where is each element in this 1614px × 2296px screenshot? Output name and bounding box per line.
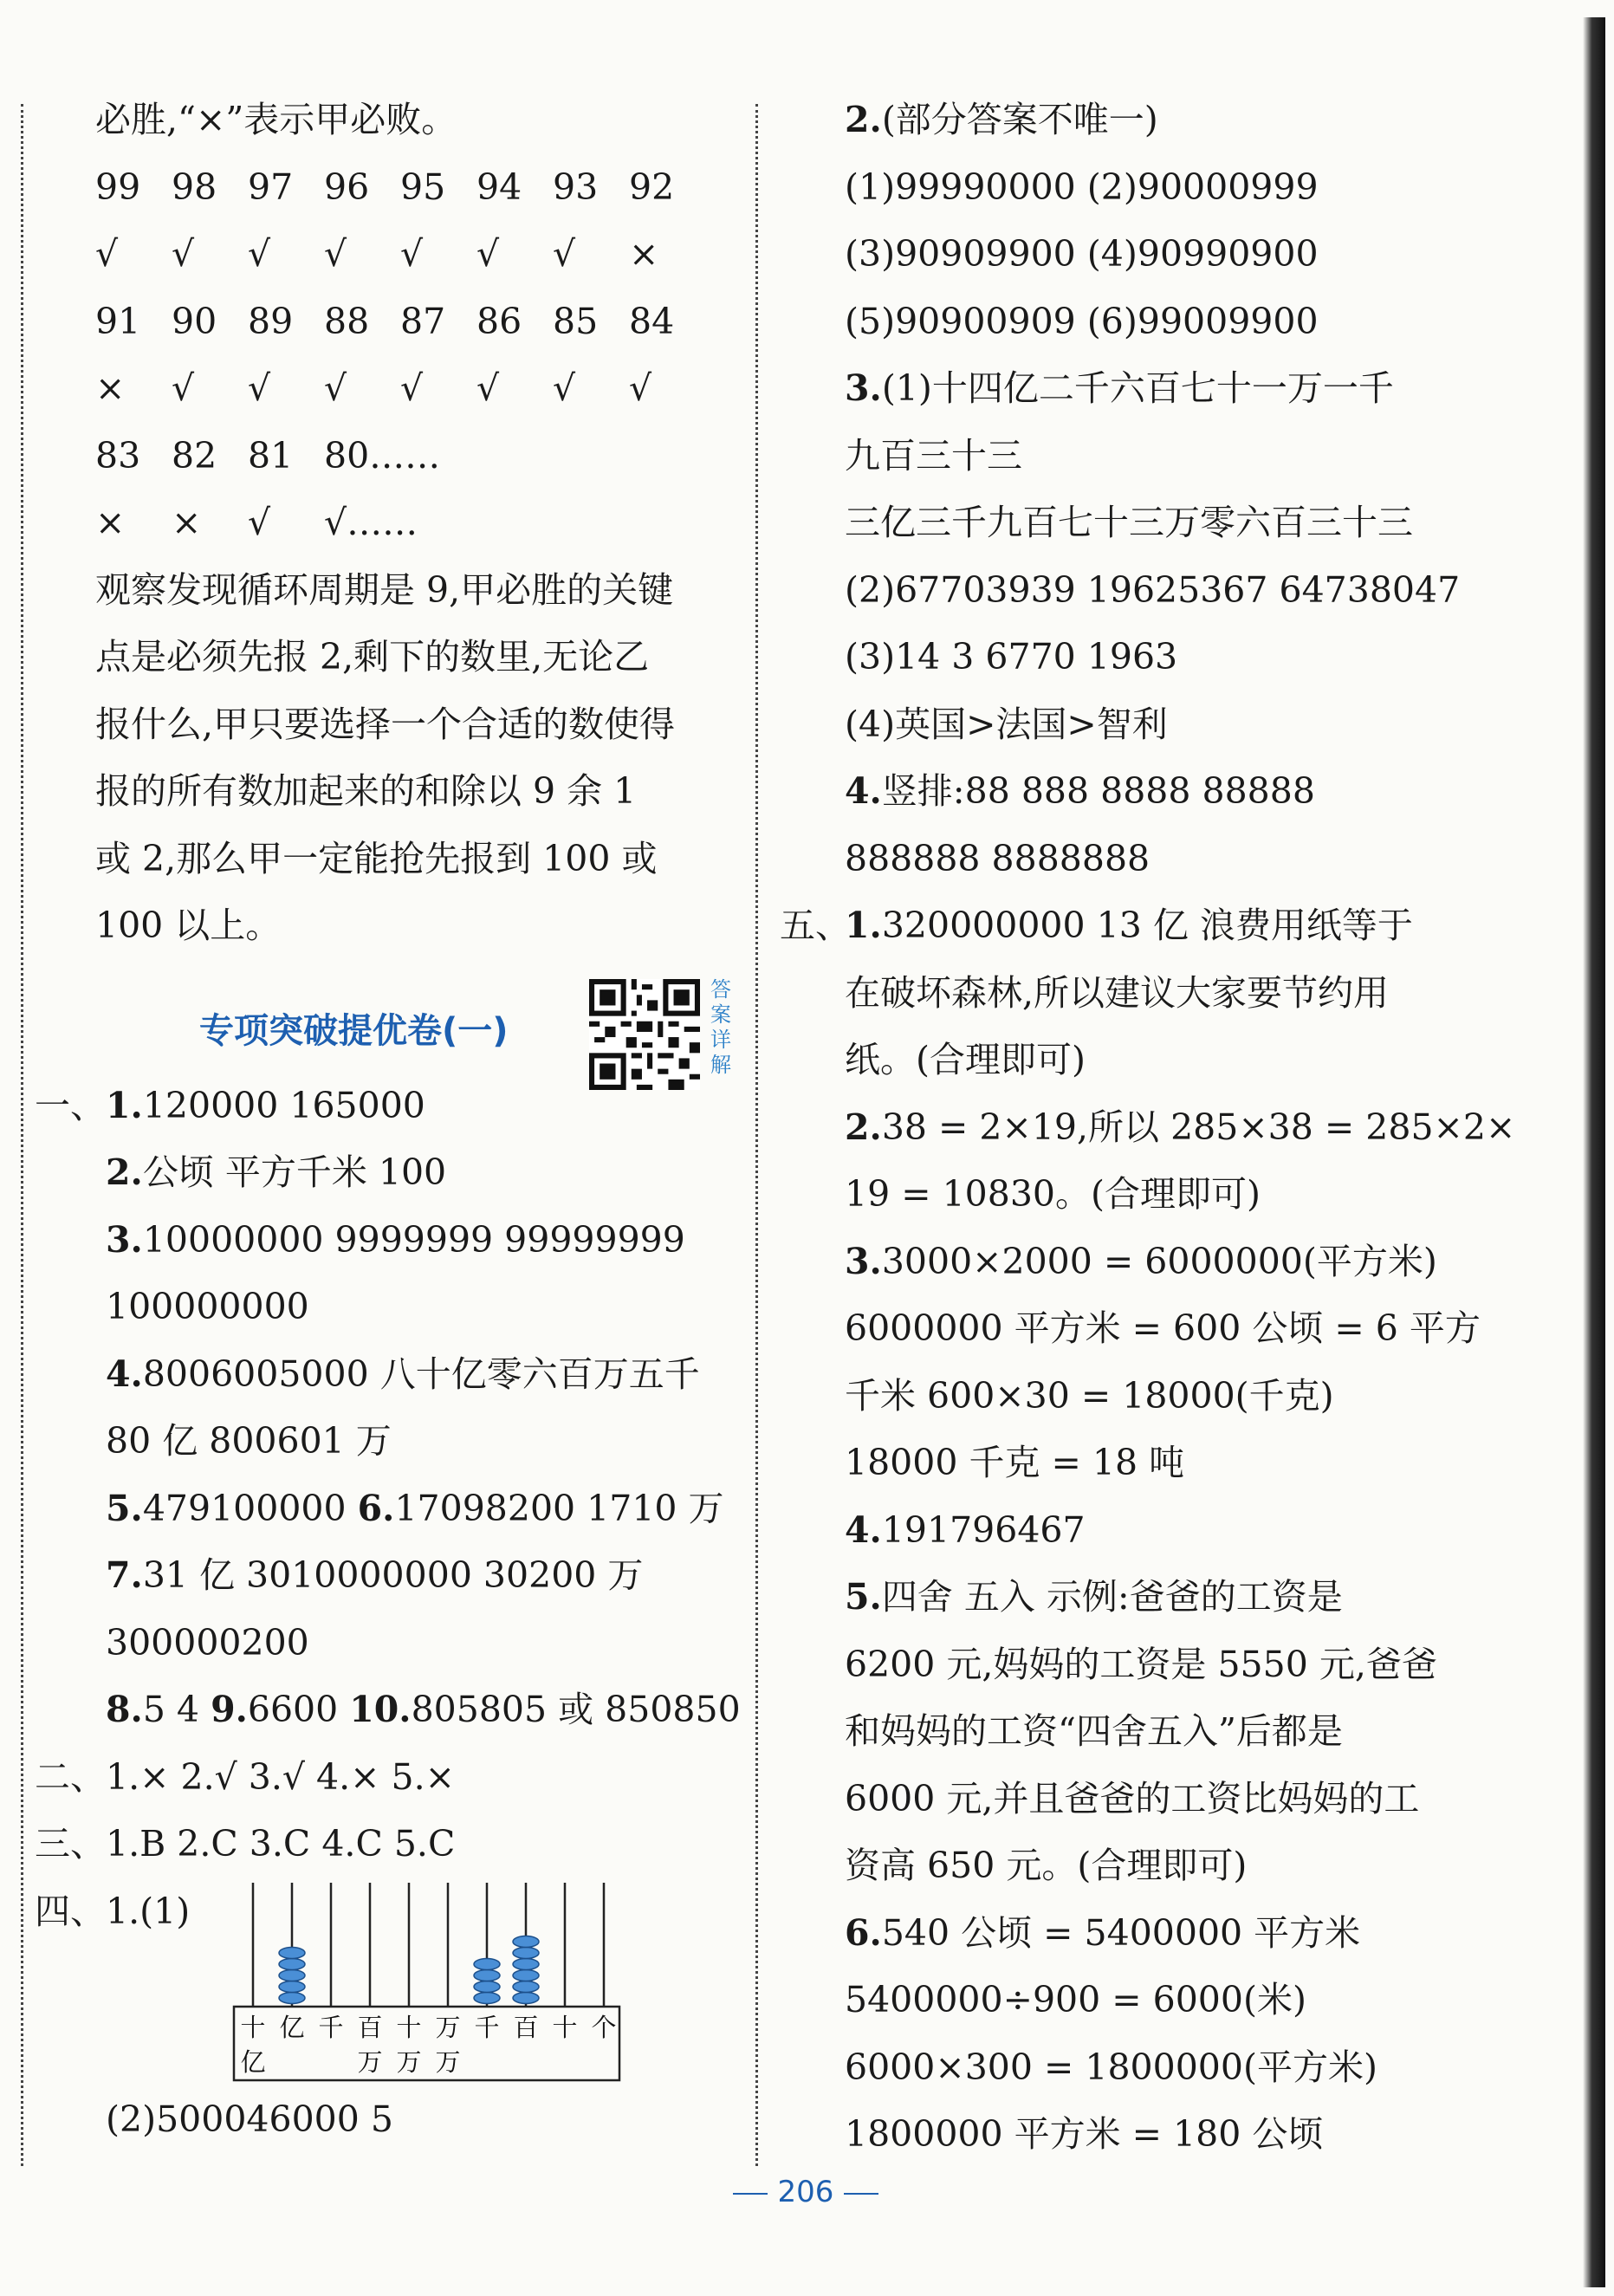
answer-text: 四舍 五入 示例:爸爸的工资是	[881, 1576, 1343, 1618]
answer-text: 100000000	[106, 1286, 309, 1327]
abacus-label-top: 百	[357, 2012, 383, 2042]
section-prefix: 一、	[35, 1084, 106, 1126]
question-number: 5.	[106, 1487, 143, 1529]
question-number: 3.	[106, 1218, 143, 1261]
abacus-bead	[474, 1969, 500, 1981]
answer-line	[845, 490, 1503, 557]
answer-line	[845, 1967, 1503, 2034]
grid-cell: 80……	[324, 434, 441, 477]
grid-cell: √	[95, 233, 119, 275]
abacus-label-top: 十	[240, 2012, 266, 2042]
abacus-label-bottom: 亿	[240, 2046, 266, 2077]
question-number: 4.	[845, 1508, 882, 1551]
answer-line	[95, 1610, 754, 1677]
answer-text: 5400000÷900 = 6000(米)	[845, 1979, 1306, 2020]
abacus-bead	[513, 1981, 539, 1992]
abacus-bead	[279, 1969, 305, 1981]
paragraph-line: 点是必须先报 2,剩下的数里,无论乙	[95, 636, 650, 678]
answer-text: 千米 600×30 = 18000(千克)	[845, 1374, 1334, 1417]
footer-dash-right	[844, 2193, 878, 2195]
abacus-bead	[513, 1992, 539, 2003]
section-3: 三、 1.B 2.C 3.C 4.C 5.C	[35, 1823, 456, 1865]
answer-text: (部分答案不唯一)	[881, 99, 1158, 140]
answer-text: 888888 8888888	[845, 837, 1151, 879]
answer-line	[845, 1094, 1516, 1162]
answer-text: 5 4	[142, 1689, 211, 1730]
grid-cell: 97	[248, 165, 294, 208]
abacus-bead	[279, 1981, 305, 1992]
answer-line	[95, 1274, 754, 1341]
answer-line	[95, 1341, 754, 1409]
grid-cell: 82	[172, 434, 217, 477]
answer-line	[845, 355, 1503, 423]
abacus-label-bottom: 万	[396, 2046, 422, 2077]
answer-text: 120000 165000	[142, 1084, 425, 1126]
question-number: 10.	[349, 1689, 412, 1730]
question-number: 6.	[845, 1911, 882, 1954]
left-margin-divider	[21, 104, 23, 2166]
question-number: 2.	[106, 1151, 143, 1193]
grid-row	[95, 355, 754, 423]
answer-text: 191796467	[881, 1508, 1086, 1551]
abacus-label-top: 十	[396, 2012, 422, 2042]
abacus-bead	[474, 1958, 500, 1969]
answer-text: 6600	[247, 1689, 350, 1730]
answer-line	[845, 1229, 1503, 1296]
section-4: 四、 1.(1) 十 亿 千 百 十 万 千 百 十 个 亿 万 万 万	[95, 1878, 754, 2086]
abacus-label-top: 亿	[279, 2012, 305, 2042]
answer-text: (5)90900909 (6)99009900	[845, 300, 1319, 342]
question-number: 1.	[845, 905, 882, 946]
answer-text: 540 公顷 = 5400000 平方米	[881, 1911, 1361, 1954]
question-number: 2.	[845, 1106, 882, 1148]
answer-text: 6000 元,并且爸爸的工资比妈妈的工	[845, 1777, 1420, 1819]
abacus-label-bottom: 万	[435, 2046, 461, 2077]
answer-line	[845, 1698, 1503, 1766]
abacus-bead	[474, 1981, 500, 1992]
question-number: 6.	[357, 1487, 395, 1529]
abacus-bead	[279, 1958, 305, 1969]
question-number: 3.	[845, 367, 882, 409]
answer-text: 6000×300 = 1800000(平方米)	[845, 2046, 1377, 2088]
answer-text: 竖排:88 888 8888 88888	[881, 770, 1315, 812]
abacus-label-bottom: 万	[357, 2046, 383, 2077]
abacus-label-top: 十	[552, 2012, 578, 2042]
answer-line	[845, 1363, 1503, 1430]
grid-cell: 84	[629, 300, 675, 342]
answer-line	[95, 1542, 754, 1610]
abacus-bead	[513, 1969, 539, 1981]
answer-line	[845, 1027, 1503, 1094]
paragraph-line: 报什么,甲只要选择一个合适的数使得	[95, 703, 676, 745]
grid-cell: ×	[95, 367, 126, 409]
page-edge-shadow	[1583, 17, 1605, 2287]
answer-line	[845, 557, 1503, 625]
answer-text: 18000 千克 = 18 吨	[845, 1442, 1185, 1483]
answer-text: 300000200	[106, 1621, 309, 1664]
answer-line	[95, 1207, 754, 1274]
column-divider	[755, 104, 758, 2166]
answer-line	[845, 1900, 1503, 1968]
abacus-label-top: 个	[591, 2012, 617, 2042]
section-4-part-2: (2)500046000 5	[106, 2098, 393, 2140]
grid-cell: √	[553, 367, 576, 409]
answer-line	[845, 691, 1503, 759]
page-number: 206	[777, 2175, 834, 2209]
answer-line	[845, 826, 1503, 893]
grid-cell: 92	[629, 165, 675, 208]
grid-cell: 93	[553, 165, 599, 208]
answer-line	[95, 1677, 754, 1744]
abacus-diagram	[217, 1878, 624, 2082]
answer-text: 三亿三千九百七十三万零六百三十三	[845, 502, 1413, 543]
abacus-bead	[513, 1936, 539, 1947]
question-number: 8.	[106, 1689, 143, 1730]
answer-line	[845, 1497, 1503, 1565]
grid-cell: 85	[553, 300, 599, 342]
abacus-bead	[474, 1992, 500, 2003]
answer-text: (3)90909900 (4)90990900	[845, 233, 1319, 275]
answer-line	[35, 1073, 754, 1140]
grid-cell: √	[476, 367, 500, 409]
answer-line	[845, 960, 1503, 1028]
abacus-bead	[279, 1947, 305, 1958]
question-number: 4.	[845, 770, 882, 812]
answer-line	[845, 1564, 1503, 1631]
question-number: 7.	[106, 1554, 143, 1596]
abacus-bead	[513, 1947, 539, 1958]
grid-cell: √	[324, 233, 347, 275]
explanation-paragraph	[95, 557, 754, 960]
grid-row	[95, 423, 754, 490]
grid-cell: √	[476, 233, 500, 275]
question-number: 2.	[845, 99, 882, 140]
answer-line	[845, 1430, 1503, 1497]
answer-text: 38 = 2×19,所以 285×38 = 285×2×	[881, 1106, 1516, 1148]
abacus-label-top: 千	[318, 2012, 344, 2042]
answer-line	[780, 892, 1503, 960]
answer-line	[845, 758, 1503, 826]
abacus-label-top: 千	[474, 2012, 500, 2042]
grid-cell: 96	[324, 165, 370, 208]
grid-cell: ×	[95, 502, 126, 543]
grid-row	[95, 221, 754, 289]
answer-line	[845, 221, 1503, 289]
answer-text: 3000×2000 = 6000000(平方米)	[881, 1240, 1437, 1282]
grid-cell: √	[248, 502, 271, 543]
answer-text: 479100000	[142, 1487, 358, 1529]
answer-text: 6200 元,妈妈的工资是 5550 元,爸爸	[845, 1643, 1437, 1685]
grid-cell: √	[629, 367, 652, 409]
answer-text: 和妈妈的工资“四舍五入”后都是	[845, 1710, 1343, 1752]
question-number: 1.	[106, 1084, 143, 1126]
grid-cell: 86	[476, 300, 522, 342]
answer-line	[845, 154, 1503, 222]
section-header	[95, 969, 754, 1077]
answer-line	[845, 289, 1503, 356]
abacus-bead	[513, 1958, 539, 1969]
grid-cell: ×	[629, 233, 659, 275]
question-number: 4.	[106, 1352, 143, 1395]
answer-text: (2)67703939 19625367 64738047	[845, 568, 1461, 611]
answer-text: 九百三十三	[845, 434, 1022, 477]
grid-row	[95, 154, 754, 222]
answer-line	[95, 1476, 754, 1543]
grid-cell: ×	[172, 502, 202, 543]
footer-dash-left	[733, 2193, 768, 2195]
question-number: 9.	[211, 1689, 248, 1730]
grid-row	[95, 289, 754, 356]
abacus-bead	[279, 1992, 305, 2003]
answer-text: 10000000 9999999 99999999	[142, 1218, 685, 1261]
answer-text: 资高 650 元。(合理即可)	[845, 1845, 1248, 1886]
paragraph-line: 观察发现循环周期是 9,甲必胜的关键	[95, 568, 674, 611]
answer-text: 纸。(合理即可)	[845, 1039, 1086, 1080]
answer-text: (3)14 3 6770 1963	[845, 636, 1178, 678]
section-2: 二、 1.× 2.√ 3.√ 4.× 5.×	[35, 1755, 456, 1798]
answer-text: 31 亿 3010000000 30200 万	[142, 1554, 644, 1596]
right-column	[780, 87, 1516, 2169]
abacus-label-top: 万	[435, 2012, 461, 2042]
answer-line	[845, 1832, 1503, 1900]
answer-text: (1)十四亿二千六百七十一万一千	[881, 367, 1394, 409]
grid-cell: √	[248, 367, 271, 409]
grid-cell: √……	[324, 502, 418, 543]
grid-cell: 83	[95, 434, 141, 477]
page-footer	[676, 2175, 936, 2209]
abacus-label-top: 百	[513, 2012, 539, 2042]
grid-cell: 90	[172, 300, 217, 342]
answer-line	[845, 1766, 1503, 1833]
answer-text: 80 亿 800601 万	[106, 1420, 392, 1462]
grid-cell: 99	[95, 165, 141, 208]
answer-text: (1)99990000 (2)90000999	[845, 165, 1319, 208]
answer-line	[845, 1161, 1503, 1229]
qr-label: 答案详解	[710, 976, 731, 1077]
answer-text: 320000000 13 亿 浪费用纸等于	[881, 905, 1413, 946]
answer-line	[845, 423, 1503, 490]
grid-cell: 89	[248, 300, 294, 342]
answer-line	[845, 1295, 1503, 1363]
paragraph-line: 或 2,那么甲一定能抢先报到 100 或	[95, 837, 658, 879]
grid-cell: 88	[324, 300, 370, 342]
question-number: 5.	[845, 1576, 882, 1618]
grid-cell: 87	[400, 300, 446, 342]
section-prefix: 五、	[780, 905, 851, 946]
answer-text: 805805 或 850850	[411, 1689, 741, 1730]
paragraph-line: 报的所有数加起来的和除以 9 余 1	[95, 770, 637, 812]
answer-text: 19 = 10830。(合理即可)	[845, 1173, 1261, 1215]
answer-text: 公顷 平方千米 100	[142, 1151, 447, 1193]
grid-cell: √	[248, 233, 271, 275]
answer-line	[95, 1408, 754, 1476]
grid-cell: 81	[248, 434, 294, 477]
section-title: 专项突破提优卷(一)	[199, 1010, 509, 1051]
answer-text: 6000000 平方米 = 600 公顷 = 6 平方	[845, 1307, 1481, 1349]
answer-text: 17098200 1710 万	[394, 1487, 724, 1529]
answer-line	[845, 624, 1503, 691]
left-column	[35, 87, 754, 2153]
answer-line	[95, 1139, 754, 1207]
grid-cell: 95	[400, 165, 446, 208]
grid-cell: 94	[476, 165, 522, 208]
grid-cell: 91	[95, 300, 141, 342]
grid-cell: √	[400, 367, 424, 409]
answer-text: (4)英国>法国>智利	[845, 703, 1168, 745]
intro-line: 必胜,“×”表示甲必败。	[95, 99, 457, 140]
section-1	[35, 1073, 754, 1744]
paragraph-line: 100 以上。	[95, 905, 282, 946]
question-number: 3.	[845, 1240, 882, 1282]
answer-text: 在破坏森林,所以建议大家要节约用	[845, 971, 1390, 1014]
answer-line	[845, 1631, 1503, 1699]
number-grid	[95, 154, 754, 557]
grid-cell: 98	[172, 165, 217, 208]
answer-line	[845, 2034, 1503, 2102]
answer-text: 1800000 平方米 = 180 公顷	[845, 2113, 1324, 2155]
grid-row	[95, 490, 754, 557]
grid-cell: √	[172, 233, 195, 275]
answer-line	[845, 87, 1503, 154]
grid-cell: √	[400, 233, 424, 275]
grid-cell: √	[172, 367, 195, 409]
answer-line	[845, 2101, 1503, 2169]
grid-cell: √	[553, 233, 576, 275]
answer-text: 8006005000 八十亿零六百万五千	[142, 1352, 700, 1395]
grid-cell: √	[324, 367, 347, 409]
